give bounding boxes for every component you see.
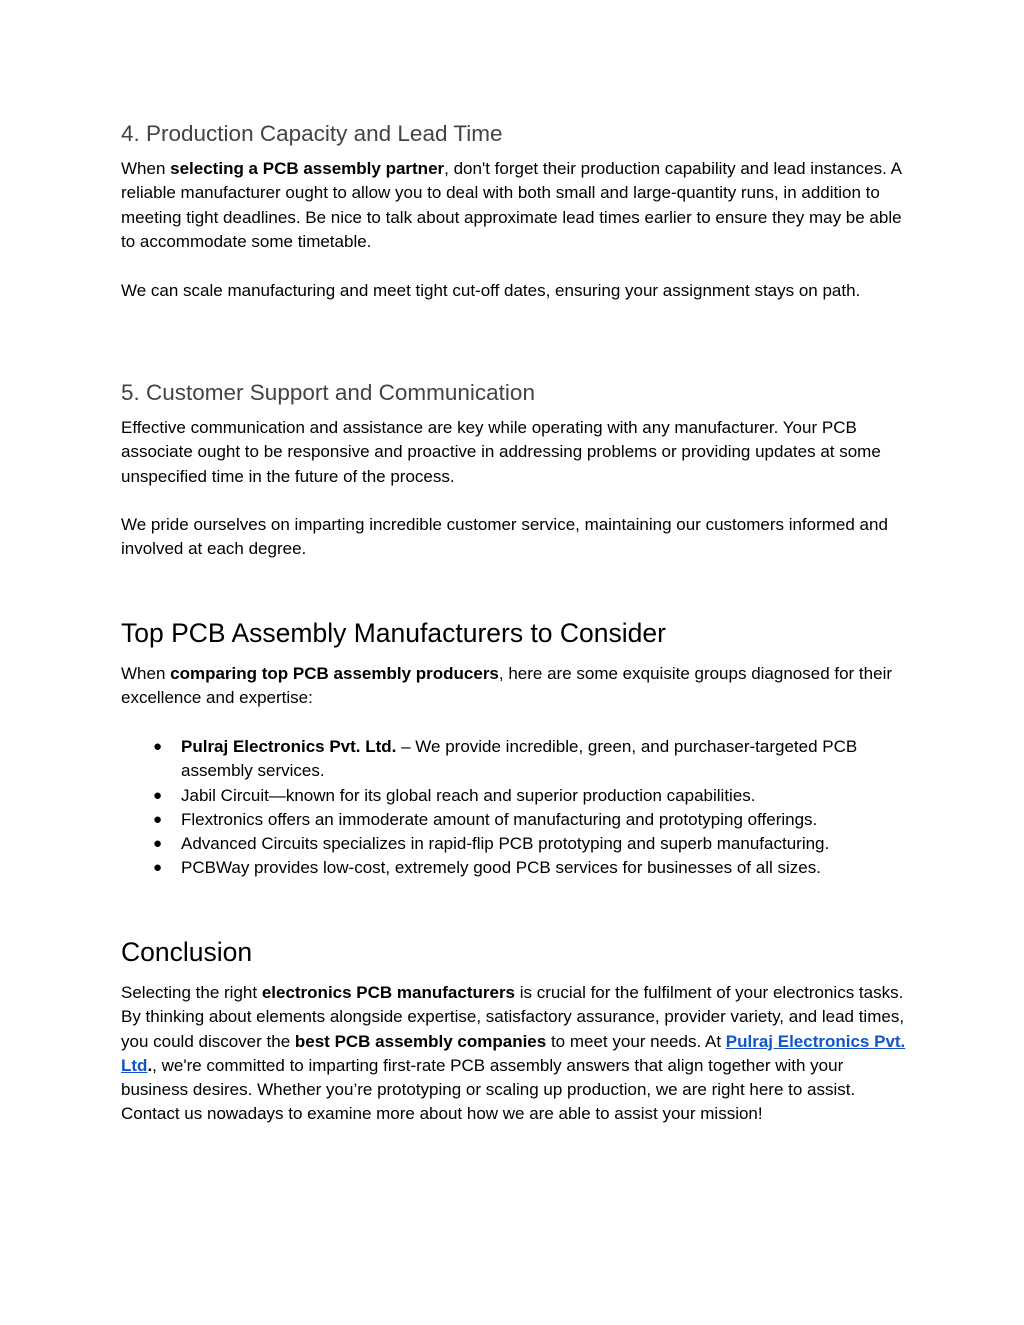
section-5-paragraph-1: Effective communication and assistance are key while operating with any manufacturer. Your PCB associate ought to be responsive and proactive in addressing problems or providing updates at some unspecified time in the future of the process.: [121, 418, 881, 486]
text-run: When: [121, 664, 171, 683]
list-item: [121, 784, 907, 808]
conclusion-heading: Conclusion: [121, 937, 253, 967]
text-run: to meet your needs. At: [546, 1031, 726, 1051]
bold-text: best PCB assembly companies: [294, 1031, 547, 1051]
section-5-heading: 5. Customer Support and Communication: [121, 380, 535, 405]
section-5-paragraph-2: We pride ourselves on imparting incredible customer service, maintaining our customers informed and involved at each degree.: [121, 515, 888, 559]
list-item-text: Flextronics offers an immoderate amount of manufacturing and prototyping offerings.: [181, 809, 818, 829]
section-4-heading: 4. Production Capacity and Lead Time: [121, 121, 503, 146]
list-item: [121, 735, 907, 784]
section-4-paragraph-1: [121, 157, 907, 254]
list-item: [121, 832, 907, 856]
text-run: Selecting the right: [121, 983, 262, 1002]
top-manufacturers-heading: Top PCB Assembly Manufacturers to Consider: [121, 618, 666, 648]
bullet-icon: ●: [153, 786, 163, 804]
text-run: is crucial for the fulfilment of your electronics tasks. By thinking about elements alongside expertise, satisfactory assurance, provider variety, and lead times, you could discover the: [121, 983, 905, 1051]
bullet-icon: ●: [153, 738, 163, 755]
section-4-paragraph-2: We can scale manufacturing and meet tight cut-off dates, ensuring your assignment stays on path.: [121, 281, 861, 300]
list-item-text: PCBWay provides low-cost, extremely good PCB services for businesses of all sizes.: [181, 858, 821, 878]
manufacturer-list: [121, 735, 907, 881]
bold-text: electronics PCB manufacturers: [261, 983, 516, 1002]
text-run: , we're committed to imparting first-rate PCB assembly answers that align together with your business desires. Whether you’re prototyping or scaling up production, we are right here to assist. Contact us nowadays to examine more about how we are able to assist your mission!: [121, 1055, 856, 1124]
bold-text: .: [147, 1055, 153, 1075]
bold-text: selecting a PCB assembly partner: [170, 159, 445, 178]
list-item: [121, 808, 907, 832]
pulraj-electronics-link[interactable]: Pulraj Electronics Pvt. Ltd: [121, 1031, 906, 1075]
text-run: , here are some exquisite groups diagnosed for their excellence and expertise:: [121, 664, 893, 708]
bold-text: Pulraj Electronics Pvt. Ltd.: [181, 737, 397, 756]
list-item: [121, 856, 907, 880]
bold-text: comparing top PCB assembly producers: [170, 664, 499, 683]
bullet-icon: ●: [153, 810, 163, 828]
top-manufacturers-intro: [121, 662, 907, 711]
list-item-text: – We provide incredible, green, and purchaser-targeted PCB assembly services.: [181, 737, 858, 781]
bullet-icon: ●: [153, 835, 163, 853]
conclusion-paragraph: [121, 981, 907, 1127]
text-run: When: [121, 159, 171, 178]
list-item-text: Advanced Circuits specializes in rapid-flip PCB prototyping and superb manufacturing.: [181, 834, 830, 854]
text-run: , don't forget their production capability and lead instances. A reliable manufacturer ought to allow you to deal with both small and large-quantity runs, in addition to meeting tight deadlines. Be nice to talk about approximate lead times earlier to ensure they may be able to accommodate some timetable.: [121, 159, 902, 251]
list-item-text: Jabil Circuit—known for its global reach and superior production capabilities.: [181, 785, 756, 805]
bullet-icon: ●: [153, 859, 163, 877]
